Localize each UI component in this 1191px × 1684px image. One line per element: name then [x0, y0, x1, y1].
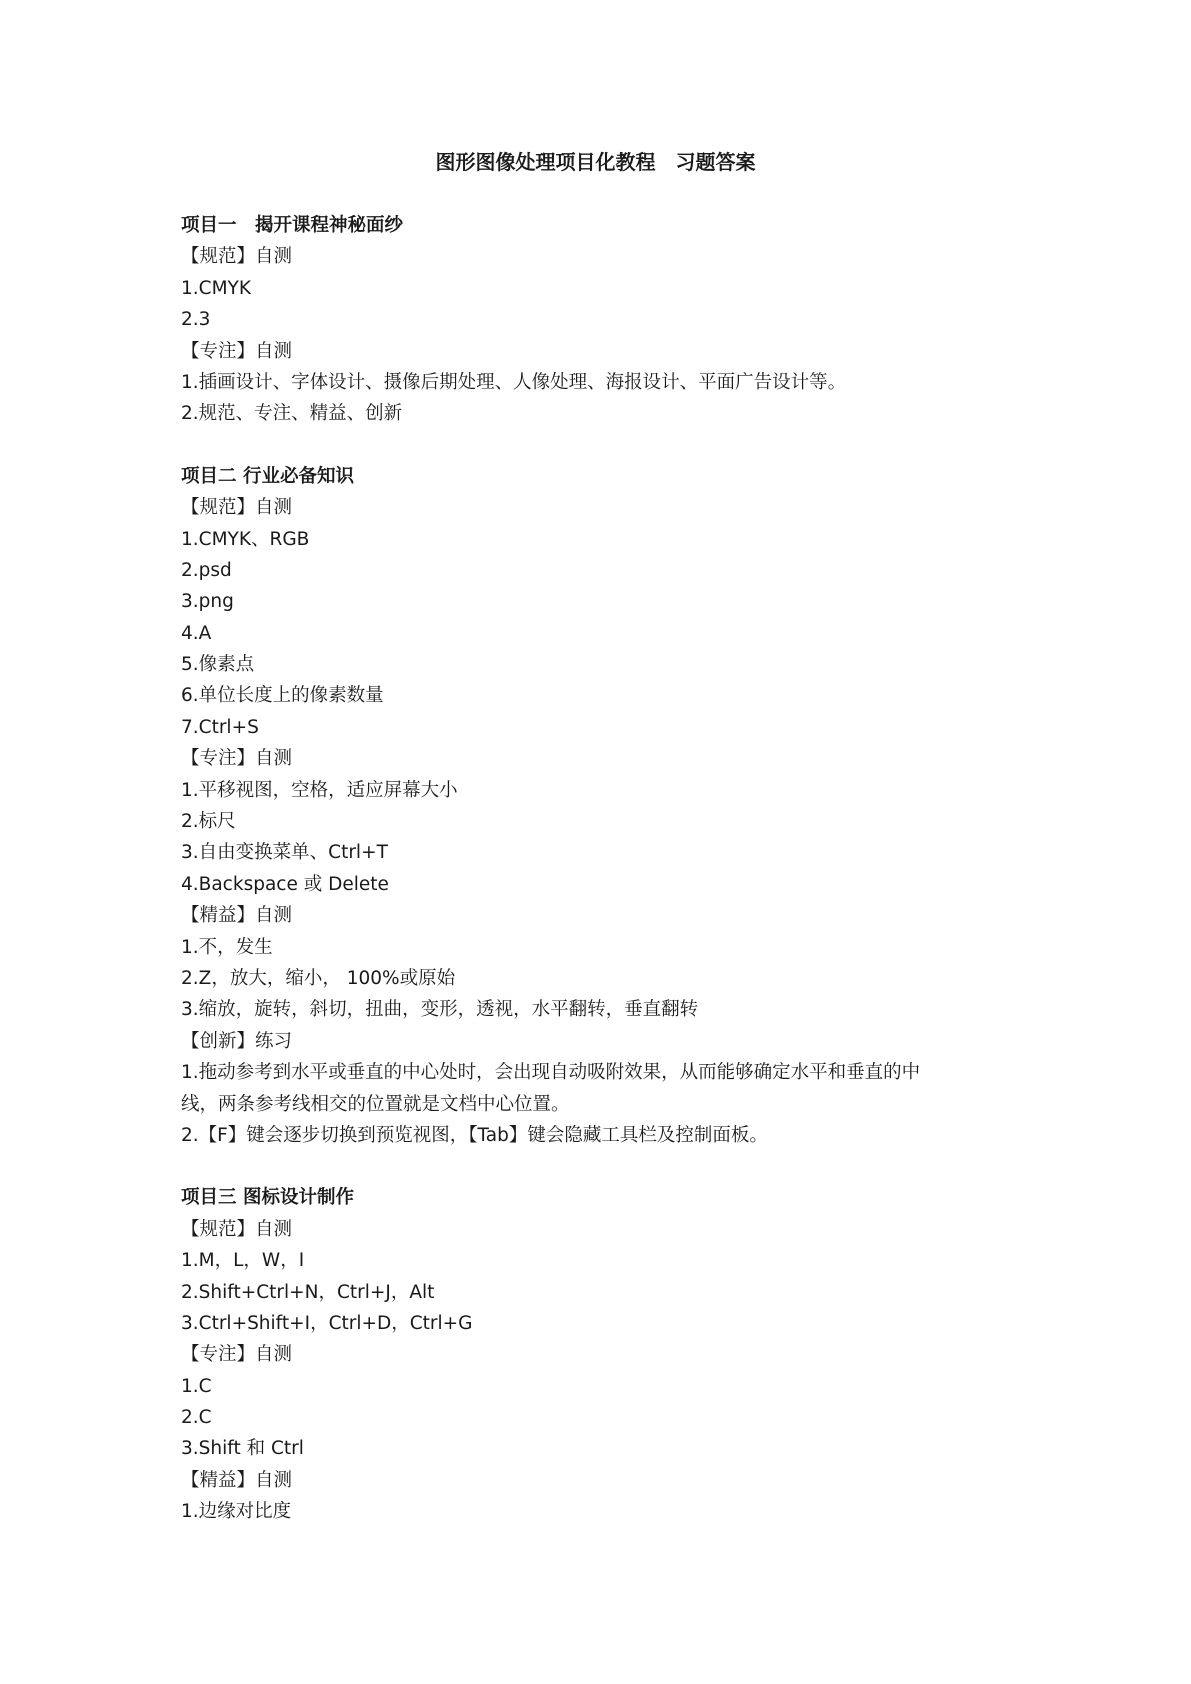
answer-line: 【专注】自测 [181, 340, 293, 362]
answer-line: 3.Shift 和 Ctrl [181, 1438, 304, 1460]
answer-line: 7.Ctrl+S [181, 716, 259, 738]
answer-line: 【专注】自测 [181, 748, 293, 770]
answer-line: 1.边缘对比度 [181, 1501, 292, 1523]
section-heading: 项目三 图标设计制作 [181, 1187, 354, 1209]
answer-line: 2.3 [181, 309, 211, 331]
answer-line: 5.像素点 [181, 654, 255, 676]
answer-line: 3.Ctrl+Shift+I，Ctrl+D，Ctrl+G [181, 1312, 473, 1334]
answer-line: 3.自由变换菜单、Ctrl+T [181, 842, 388, 864]
answer-line: 线，两条参考线相交的位置就是文档中心位置。 [181, 1093, 570, 1115]
answer-line: 【规范】自测 [181, 246, 293, 268]
answer-line: 1.拖动参考到水平或垂直的中心处时，会出现自动吸附效果，从而能够确定水平和垂直的中 [181, 1062, 921, 1084]
answer-line: 3.png [181, 591, 234, 613]
answer-line: 2.Shift+Ctrl+N，Ctrl+J，Alt [181, 1281, 435, 1303]
answer-line: 1.插画设计、字体设计、摄像后期处理、人像处理、海报设计、平面广告设计等。 [181, 371, 847, 393]
document-title: 图形图像处理项目化教程 习题答案 [435, 150, 756, 174]
answer-line: 2.【F】键会逐步切换到预览视图，【Tab】键会隐藏工具栏及控制面板。 [181, 1124, 768, 1146]
answer-line: 6.单位长度上的像素数量 [181, 685, 384, 707]
document-body [181, 210, 1031, 1559]
answer-line: 1.M，L，W，I [181, 1250, 305, 1272]
section-heading: 项目二 行业必备知识 [181, 465, 354, 487]
answer-line: 1.平移视图，空格，适应屏幕大小 [181, 779, 458, 801]
answer-line: 【规范】自测 [181, 497, 293, 519]
section-project-1 [181, 210, 1031, 430]
answer-line: 【精益】自测 [181, 1469, 293, 1491]
answer-line: 1.CMYK、RGB [181, 528, 310, 550]
answer-line: 1.C [181, 1375, 212, 1397]
answer-line: 1.不，发生 [181, 936, 273, 958]
answer-line: 2.规范、专注、精益、创新 [181, 403, 403, 425]
answer-line: 3.缩放，旋转，斜切，扭曲，变形，透视，水平翻转，垂直翻转 [181, 999, 699, 1021]
answer-line: 【创新】练习 [181, 1030, 293, 1052]
section-project-2 [181, 461, 1031, 1152]
section-heading: 项目一 揭开课程神秘面纱 [181, 215, 404, 236]
answer-line: 2.Z，放大，缩小， 100%或原始 [181, 967, 456, 989]
answer-line: 4.Backspace 或 Delete [181, 873, 389, 895]
answer-line: 2.C [181, 1407, 212, 1429]
section-project-3 [181, 1182, 1031, 1527]
answer-line: 【规范】自测 [181, 1218, 293, 1240]
answer-line: 1.CMYK [181, 277, 251, 299]
answer-line: 2.标尺 [181, 811, 236, 833]
answer-line: 【精益】自测 [181, 905, 293, 927]
answer-line: 2.psd [181, 559, 232, 581]
answer-line: 4.A [181, 622, 212, 644]
answer-line: 【专注】自测 [181, 1344, 293, 1366]
